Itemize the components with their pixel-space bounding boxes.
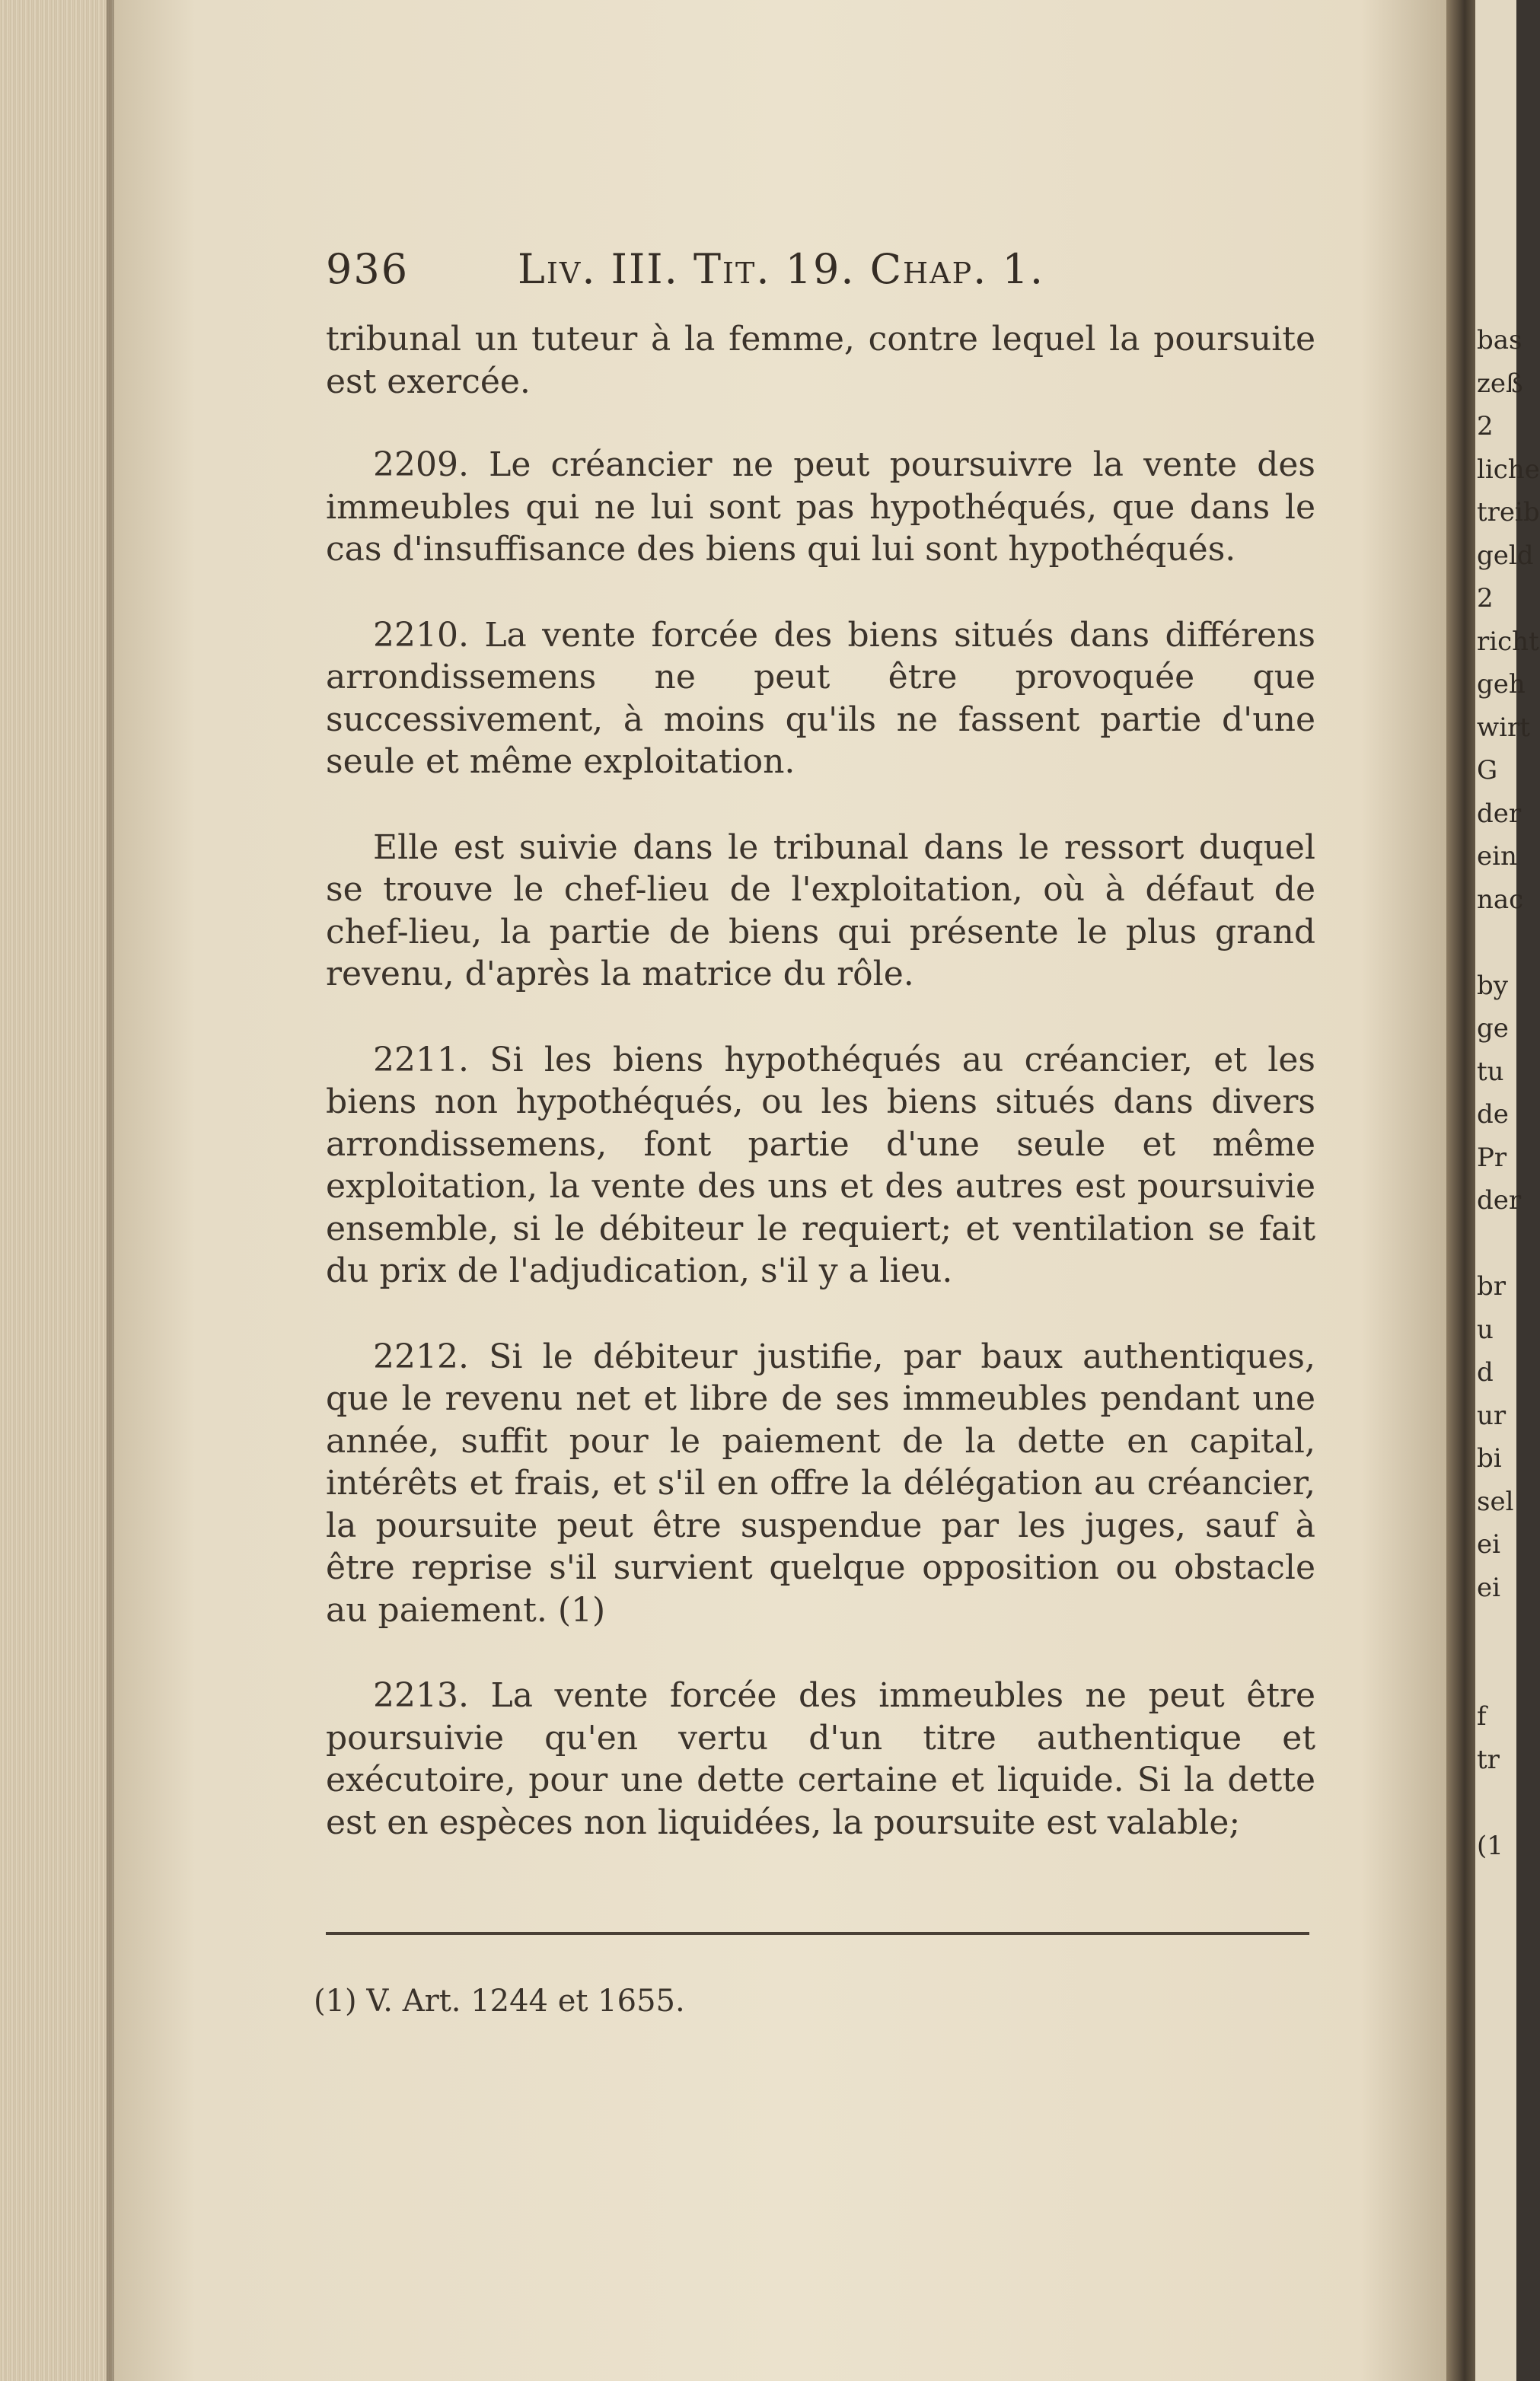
page-header	[326, 245, 1315, 306]
footnote: (1) V. Art. 1244 et 1655.	[314, 1984, 685, 2019]
next-page-fragment: d	[1477, 1357, 1494, 1388]
next-page-fragment: zeß	[1477, 368, 1523, 399]
next-page-fragment: tu	[1477, 1056, 1504, 1087]
running-title: Liv. III. Tit. 19. Chap. 1.	[518, 245, 1045, 293]
next-page-fragment: wirt	[1477, 712, 1530, 743]
next-page-fragment: bi	[1477, 1443, 1502, 1474]
next-page-fragment: ein	[1477, 841, 1517, 872]
next-page-fragment: de	[1477, 1099, 1509, 1130]
next-page-fragment: ur	[1477, 1400, 1507, 1431]
next-page-fragment: bas	[1477, 325, 1522, 355]
next-page-fragment: 2	[1477, 411, 1494, 441]
next-page-fragment: der	[1477, 1185, 1522, 1216]
next-page-fragment: nac	[1477, 884, 1524, 915]
book-gutter	[1446, 0, 1477, 2381]
next-page-fragment: G	[1477, 755, 1498, 786]
paragraph: tribunal un tuteur à la femme, contre lequel la poursuite est exercée.	[326, 320, 1315, 401]
next-page-fragment: sel	[1477, 1486, 1514, 1517]
next-page-edge	[1475, 0, 1540, 2381]
next-page-fragment: 2	[1477, 583, 1494, 614]
next-page-fragment: geh	[1477, 669, 1526, 700]
next-page-fragment: ei	[1477, 1572, 1500, 1603]
paragraph: Elle est suivie dans le tribunal dans le ressort duquel se trouve le chef-lieu de l'exploitation, où à défaut de chef-lieu, la partie de biens qui présente le plus grand revenu, d'après la matrice du rôle.	[326, 827, 1315, 993]
next-page-fragment: by	[1477, 970, 1508, 1001]
article-2210: 2210. La vente forcée des biens situés dans différens arrondissemens ne peut être provoquée que successivement, à moins qu'ils ne fassent partie d'une seule et même exploitation.	[326, 615, 1315, 781]
next-page-fragment: liche	[1477, 454, 1540, 485]
next-page-fragment: br	[1477, 1271, 1507, 1302]
next-page-fragment: (1	[1477, 1830, 1503, 1861]
next-page-fragment: richt	[1477, 626, 1539, 657]
next-page-fragment: tr	[1477, 1744, 1500, 1775]
next-page-fragment: ge	[1477, 1013, 1509, 1044]
next-page-fragment: treib	[1477, 497, 1540, 528]
article-2213: 2213. La vente forcée des immeubles ne peut être poursuivie qu'en vertu d'un titre authentique et exécutoire, pour une dette certaine et liquide. Si la dette est en espèces non liquidées, la poursuite est valable;	[326, 1676, 1315, 1842]
article-2212: 2212. Si le débiteur justifie, par baux authentiques, que le revenu net et libre de ses immeubles pendant une année, suffit pour le paiement de la dette en capital, intérêts et frais, et s'il en offre la délégation au créancier, la poursuite peut être suspendue par les juges, sauf à être reprise s'il survient quelque opposition ou obstacle au paiement. (1)	[326, 1337, 1315, 1630]
article-2209: 2209. Le créancier ne peut poursuivre la vente des immeubles qui ne lui sont pas hypothéqués, que dans le cas d'insuffisance des biens qui lui sont hypothéqués.	[326, 445, 1315, 569]
body-text	[326, 318, 1315, 1887]
next-page-fragment: der	[1477, 798, 1522, 829]
article-2211: 2211. Si les biens hypothéqués au créancier, et les biens non hypothéqués, ou les biens situés dans divers arrondissemens, font partie d'une seule et même exploitation, la vente des uns et des autres est poursuivie ensemble, si le débiteur le requiert; et ventilation se fait du prix de l'adjudication, s'il y a lieu.	[326, 1040, 1315, 1290]
page-edges	[0, 0, 114, 2381]
next-page-fragment: Pr	[1477, 1142, 1507, 1173]
footnote-rule	[326, 1932, 1309, 1935]
next-page-fragment: geld	[1477, 540, 1534, 571]
next-page-fragment: ei	[1477, 1529, 1500, 1560]
next-page-fragment: f	[1477, 1701, 1487, 1732]
page-number: 936	[326, 245, 410, 293]
next-page-fragment: u	[1477, 1314, 1494, 1345]
